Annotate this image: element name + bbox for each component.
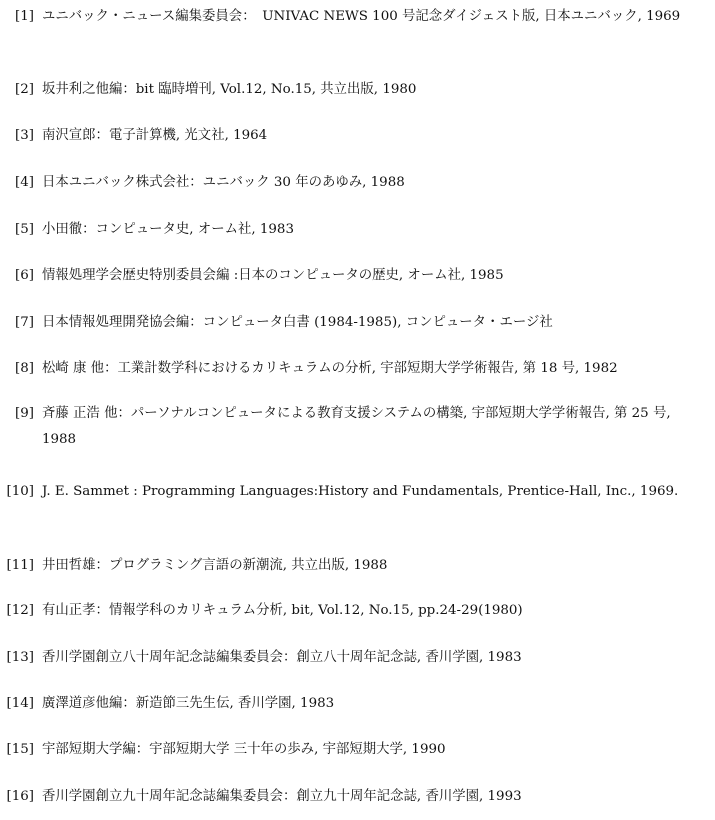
reference-text: 坂井利之他編：bit 臨時増刊, Vol.12, No.15, 共立出版, 1980 [42, 82, 417, 97]
reference-number: [10] [6, 484, 34, 499]
reference-number: [3] [15, 128, 34, 143]
reference-text: 情報処理学会歴史特別委員会編 :日本のコンピュータの歴史, オーム社, 1985 [42, 268, 504, 283]
reference-text: 廣澤道彦他編：新造節三先生伝, 香川学園, 1983 [42, 696, 335, 711]
reference-number: [5] [15, 222, 34, 237]
reference-text: 南沢宣郎：電子計算機, 光文社, 1964 [42, 128, 268, 143]
reference-text: 宇部短期大学編：宇部短期大学 三十年の歩み, 宇部短期大学, 1990 [42, 742, 446, 757]
reference-text: 日本情報処理開発協会編：コンピュータ白書 (1984-1985), コンピュータ・エージ社 [42, 315, 553, 330]
reference-number: [6] [15, 268, 34, 283]
reference-text: ユニバック・ニュース編集委員会： UNIVAC NEWS 100 号記念ダイジェスト版, 日本ユニバック, 1969 [42, 9, 681, 24]
reference-number: [1] [15, 9, 34, 24]
reference-number: [9] [15, 406, 34, 421]
reference-text: 井田哲雄：プログラミング言語の新潮流, 共立出版, 1988 [42, 558, 388, 573]
reference-number: [11] [6, 558, 34, 573]
reference-text: 小田徹：コンピュータ史, オーム社, 1983 [42, 222, 294, 237]
reference-number: [13] [6, 650, 34, 665]
reference-text: 有山正孝：情報学科のカリキュラム分析, bit, Vol.12, No.15, pp.24-29(1980) [42, 603, 523, 618]
reference-number: [8] [15, 361, 34, 376]
reference-number: [16] [6, 789, 34, 804]
reference-text: 香川学園創立八十周年記念誌編集委員会：創立八十周年記念誌, 香川学園, 1983 [42, 650, 522, 665]
reference-text: 香川学園創立九十周年記念誌編集委員会：創立九十周年記念誌, 香川学園, 1993 [42, 789, 522, 804]
reference-number: [7] [15, 315, 34, 330]
reference-number: [2] [15, 82, 34, 97]
reference-text: J. E. Sammet : Programming Languages:History and Fundamentals, Prentice-Hall, Inc., 1969. [42, 484, 679, 499]
reference-text: 日本ユニバック株式会社：ユニバック 30 年のあゆみ, 1988 [42, 175, 405, 190]
reference-number: [4] [15, 175, 34, 190]
reference-text: 斉藤 正浩 他：パーソナルコンピュータによる教育支援システムの構築, 宇部短期大学学術報告, 第 25 号, 1988 [42, 406, 671, 447]
reference-number: [15] [6, 742, 34, 757]
reference-number: [12] [6, 603, 34, 618]
reference-text: 松崎 康 他：工業計数学科におけるカリキュラムの分析, 宇部短期大学学術報告, 第 18 号, 1982 [42, 361, 618, 376]
reference-number: [14] [6, 696, 34, 711]
